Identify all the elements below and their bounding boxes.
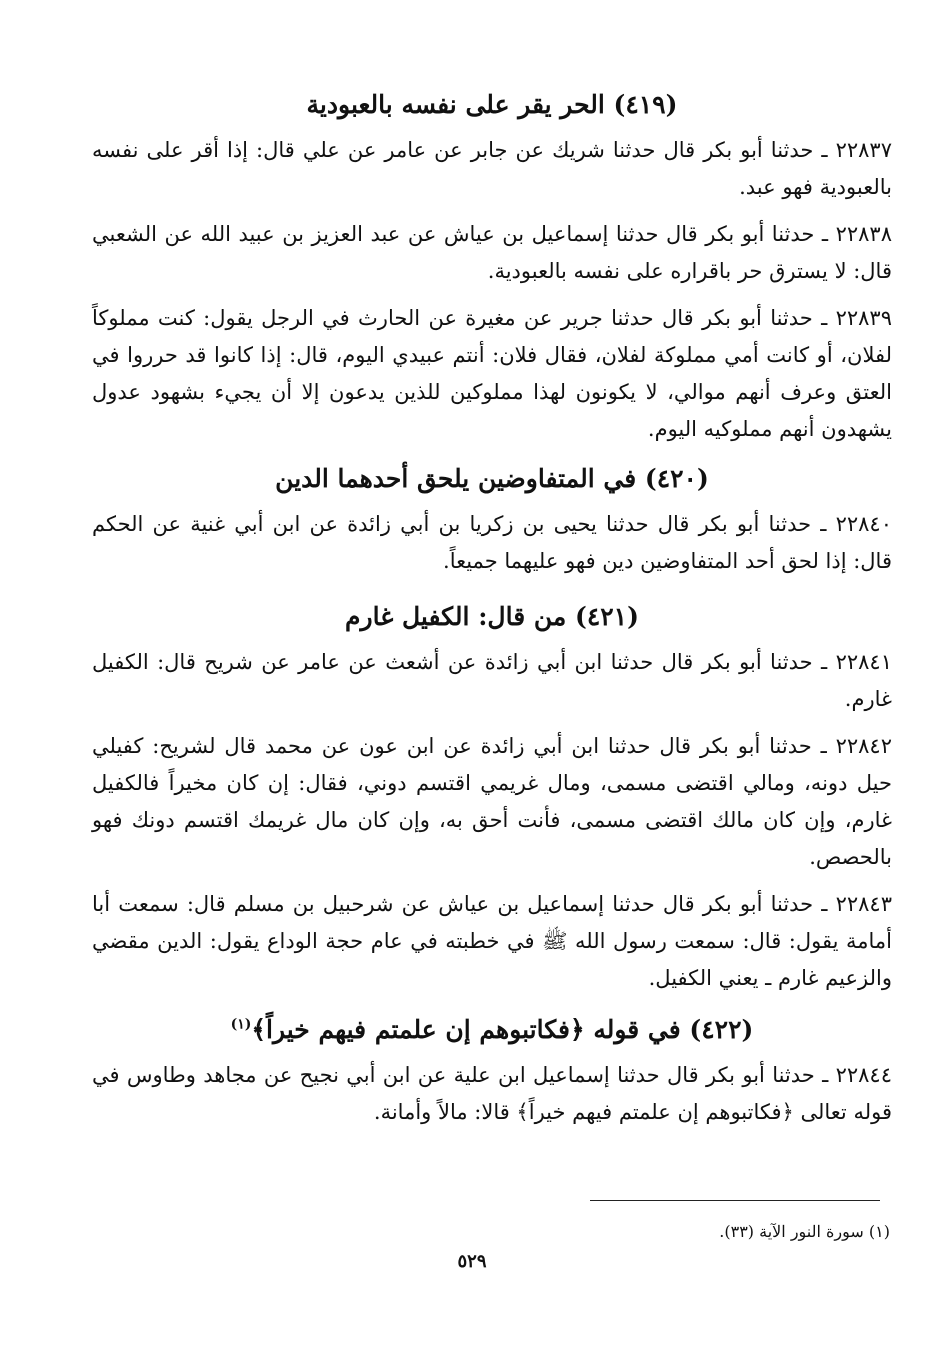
hadith-22841: ٢٢٨٤١ ـ حدثنا أبو بكر قال حدثنا ابن أبي زائدة عن أشعث عن عامر عن شريح قال: الكفيل غارم.	[92, 650, 892, 711]
footnote: (١) سورة النور الآية (٣٣).	[719, 1222, 890, 1241]
chapter-heading-420: (٤٢٠) في المتفاوضين يلحق أحدهما الدين	[275, 464, 709, 493]
footnote-divider	[590, 1200, 880, 1201]
hadith-22838: ٢٢٨٣٨ ـ حدثنا أبو بكر قال حدثنا إسماعيل بن عياش عن عبد العزيز بن عبيد الله عن الشعبي قال: لا يسترق حر باقراره على نفسه بالعبودية.	[92, 222, 892, 283]
hadith-22842: ٢٢٨٤٢ ـ حدثنا أبو بكر قال حدثنا ابن أبي زائدة عن ابن عون عن محمد قال لشريح: كفيلي حيل دونه، ومالي اقتضى مسمى، ومال غريمي اقتسم دوني، فقال: إن كان مخيراً فالكفيل غارم، وإن كان مالك اقتضى مسمى، فأنت أحق به، وإن كان مال غريمك اقتسم دونك فهو بالحصص.	[92, 734, 892, 869]
chapter-heading-419: (٤١٩) الحر يقر على نفسه بالعبودية	[306, 90, 678, 119]
page-body	[92, 88, 892, 1141]
page-number: ٥٢٩	[457, 1251, 487, 1272]
chapter-heading-422	[92, 1013, 892, 1047]
chapter-heading-421: (٤٢١) من قال: الكفيل غارم	[345, 602, 639, 631]
hadith-22844: ٢٢٨٤٤ ـ حدثنا أبو بكر قال حدثنا إسماعيل ابن علية عن ابن أبي نجيح عن مجاهد وطاوس في قوله تعالى ﴿فكاتبوهم إن علمتم فيهم خيراً﴾ قالا: مالاً وأمانة.	[92, 1063, 892, 1124]
chapter-heading-422-text: (٤٢٢) في قوله ﴿فكاتبوهم إن علمتم فيهم خيراً﴾	[251, 1015, 754, 1044]
footnote-marker: (١)	[230, 1016, 252, 1033]
hadith-22839: ٢٢٨٣٩ ـ حدثنا أبو بكر قال حدثنا جرير عن مغيرة عن الحارث في الرجل يقول: كنت مملوكاً لفلان، أو كانت أمي مملوكة لفلان، فقال فلان: أنتم عبيدي اليوم، قال: إذا كانوا قد حرروا في العتق وعرف أنهم موالي، لا يكونون لهذا مملوكين للذين يدعون إلا أن يجيء بشهود عدول يشهدون أنهم مملوكيه اليوم.	[92, 306, 892, 441]
hadith-22843: ٢٢٨٤٣ ـ حدثنا أبو بكر قال حدثنا إسماعيل بن عياش عن شرحبيل بن مسلم قال: سمعت أبا أمامة يقول: قال: سمعت رسول الله ﷺ في خطبته في عام حجة الوداع يقول: الدين مقضي والزعيم غارم ـ يعني الكفيل.	[92, 892, 892, 990]
hadith-22840: ٢٢٨٤٠ ـ حدثنا أبو بكر قال حدثنا يحيى بن زكريا بن أبي زائدة عن ابن أبي غنية عن الحكم قال: إذا لحق أحد المتفاوضين دين فهو عليهما جميعاً.	[92, 512, 892, 573]
hadith-22837: ٢٢٨٣٧ ـ حدثنا أبو بكر قال حدثنا شريك عن جابر عن عامر عن علي قال: إذا أقر على نفسه بالعبودية فهو عبد.	[92, 138, 892, 199]
